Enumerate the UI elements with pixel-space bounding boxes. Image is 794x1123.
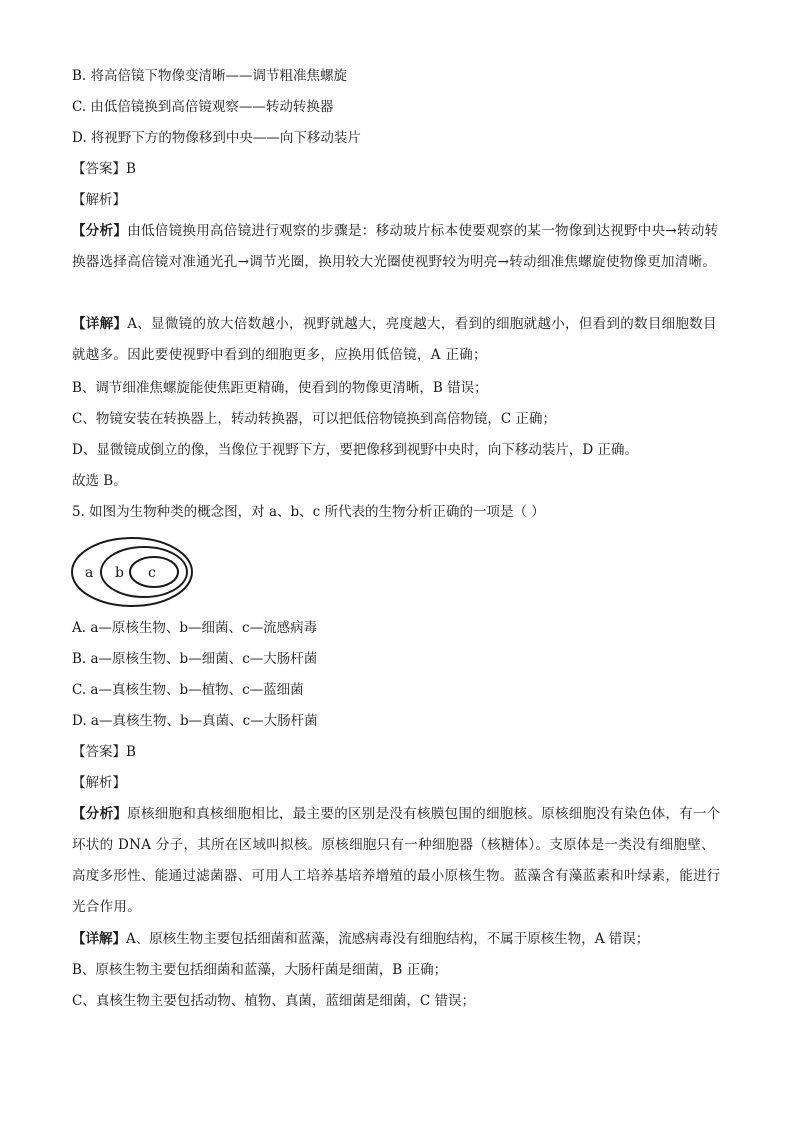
label-c: c (148, 565, 156, 581)
xiangjie-tag: 【详解】 (72, 316, 128, 332)
conclusion: 故选 B。 (72, 473, 127, 489)
option-b: B. 将高倍镜下物像变清晰——调节粗准焦螺旋 (72, 68, 348, 84)
q5-option-d: D. a—真核生物、b—真菌、c—大肠杆菌 (72, 713, 318, 729)
xiangjie-d: D、显微镜成倒立的像，当像位于视野下方，要把像移到视野中央时，向下移动装片，D 正确。 (72, 442, 638, 458)
xiangjie-c: C、物镜安装在转换器上，转动转换器，可以把低倍物镜换到高倍物镜，C 正确； (72, 411, 556, 427)
analysis-fenxi (72, 216, 724, 278)
question-5-stem: 5. 如图为生物种类的概念图，对 a、b、c 所代表的生物分析正确的一项是（ ） (72, 504, 545, 520)
xiangjie-b: B、调节细准焦螺旋能使焦距更精确，使看到的物像更清晰，B 错误； (72, 380, 488, 396)
xiangjie-a-text: A、显微镜的放大倍数越小，视野就越大，亮度越大，看到的细胞就越小，但看到的数目细胞数目就越多。因此要使视野中看到的细胞更多，应换用低倍镜，A 正确； (72, 316, 717, 363)
q5-xiangjie-a-text: A、原核生物主要包括细菌和蓝藻，流感病毒没有细胞结构，不属于原核生物，A 错误； (126, 931, 650, 947)
label-b: b (115, 565, 124, 581)
q5-fenxi-text: 原核细胞和真核细胞相比，最主要的区别是没有核膜包围的细胞核。原核细胞没有染色体，有一个环状的 DNA 分子，其所在区域叫拟核。原核细胞只有一种细胞器（核糖体）。支原体是一类没有细胞壁、高度多形性、能通过滤菌器、可用人工培养基培养增殖的最小原核生物。蓝藻含有藻蓝素和叶绿素，能进行光合作用。 (72, 806, 721, 915)
option-d: D. 将视野下方的物像移到中央——向下移动装片 (72, 130, 361, 146)
analysis-title: 【解析】 (72, 192, 126, 208)
label-a: a (85, 565, 94, 581)
xiangjie-a (72, 309, 724, 371)
q5-option-c: C. a—真核生物、b—植物、c—蓝细菌 (72, 682, 304, 698)
q5-analysis-title: 【解析】 (72, 775, 126, 791)
q5-xiangjie-a (72, 929, 649, 949)
fenxi-text: 由低倍镜换用高倍镜进行观察的步骤是：移动玻片标本使要观察的某一物像到达视野中央→转动转换器选择高倍镜对准通光孔→调节光圈，换用较大光圈使视野较为明亮→转动细准焦螺旋使物像更加清晰。 (72, 223, 719, 270)
q5-option-b: B. a—原核生物、b—细菌、c—大肠杆菌 (72, 651, 318, 667)
fenxi-tag: 【分析】 (72, 223, 128, 239)
q5-xiangjie-c: C、真核生物主要包括动物、植物、真菌，蓝细菌是细菌，C 错误； (72, 993, 475, 1009)
q5-xiangjie-b: B、原核生物主要包括细菌和蓝藻，大肠杆菌是细菌，B 正确； (72, 962, 448, 978)
q5-xiangjie-tag: 【详解】 (72, 931, 126, 947)
option-c: C. 由低倍镜换到高倍镜观察——转动转换器 (72, 99, 334, 115)
concept-diagram (70, 536, 200, 610)
q5-analysis-fenxi (72, 799, 724, 923)
answer: 【答案】B (72, 161, 136, 177)
q5-answer: 【答案】B (72, 744, 136, 760)
q5-fenxi-tag: 【分析】 (72, 806, 128, 822)
q5-option-a: A. a—原核生物、b—细菌、c—流感病毒 (72, 620, 318, 636)
ellipse-b (101, 547, 187, 597)
